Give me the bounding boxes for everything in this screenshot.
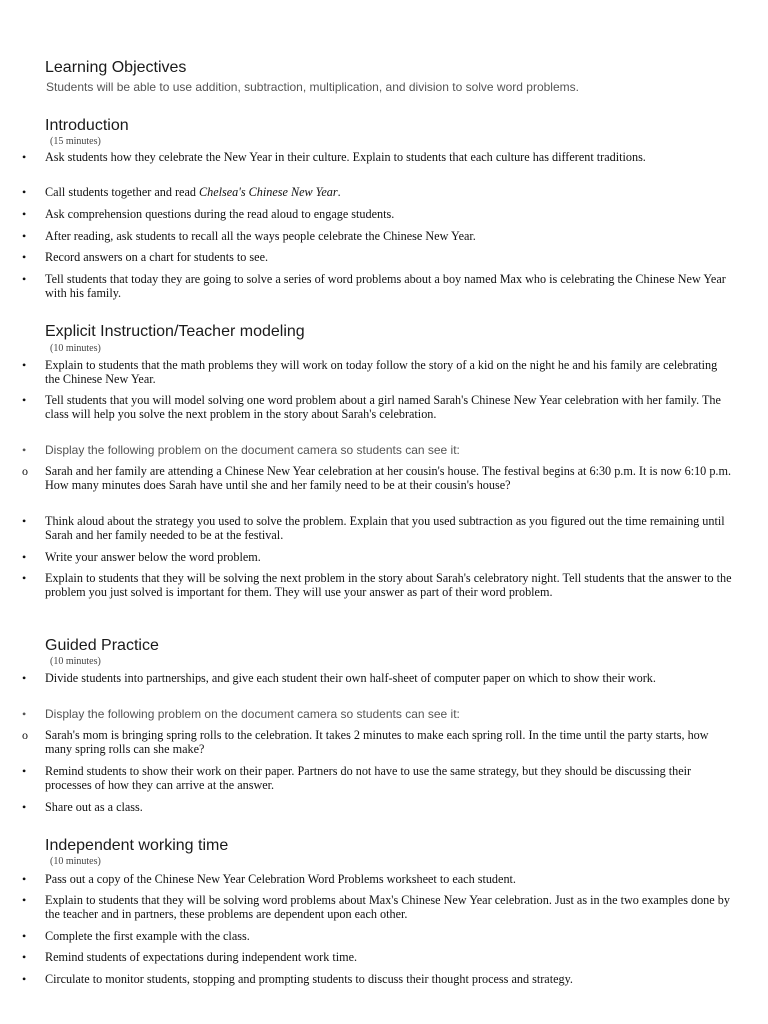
independent-working-heading: Independent working time [45, 837, 229, 854]
bullet-marker: • [22, 972, 27, 986]
bullet-marker: • [22, 229, 27, 243]
bullet-marker: • [22, 950, 27, 964]
list-item-text: Tell students that you will model solving one word problem about a girl named Sarah's Chinese New Year celebration with her family. The class will help you solve the next problem in the story about Sarah's celebration. [45, 393, 721, 421]
bullet-marker: • [22, 550, 27, 564]
list-item-text [45, 186, 735, 200]
learning-objectives-text: Students will be able to use addition, subtraction, multiplication, and division to solve word problems. [46, 80, 579, 94]
list-item-text: Write your answer below the word problem. [45, 550, 261, 564]
learning-objectives-heading: Learning Objectives [45, 59, 187, 76]
introduction-heading: Introduction [45, 117, 129, 134]
bullet-marker: • [22, 514, 27, 528]
list-item-text: Complete the first example with the class. [45, 929, 250, 943]
list-item-text: Explain to students that they will be solving word problems about Max's Chinese New Year celebration. Just as in the two examples done by the teacher and in partners, these problems are dependent upon each other. [45, 893, 730, 921]
bullet-marker: • [22, 800, 27, 814]
list-item-text: Sarah and her family are attending a Chinese New Year celebration at her cousin's house. The festival begins at 6:30 p.m. It is now 6:10 p.m. How many minutes does Sarah have until she and her family need to be at their cousin's house? [45, 464, 731, 492]
list-item-text: After reading, ask students to recall all the ways people celebrate the Chinese New Year. [45, 229, 476, 243]
circle-marker: o [22, 728, 28, 742]
list-item-text: Display the following problem on the document camera so students can see it: [45, 707, 460, 721]
list-item-text: Remind students to show their work on their paper. Partners do not have to use the same strategy, but they should be discussing their processes of how they can arrive at the answer. [45, 764, 692, 792]
bullet-marker: • [22, 207, 27, 221]
bullet-marker: • [22, 929, 27, 943]
explicit-instruction-duration: (10 minutes) [50, 343, 101, 354]
list-item-text: Explain to students that they will be solving the next problem in the story about Sarah's celebratory night. Tell students that the answer to the problem you just solved is important for them. They will use your answer as part of their word problem. [45, 571, 732, 599]
list-item-text: Sarah's mom is bringing spring rolls to the celebration. It takes 2 minutes to make each spring roll. In the time until the party starts, how many spring rolls can she make? [45, 728, 709, 756]
bullet-marker: • [22, 185, 27, 199]
list-item-text: Circulate to monitor students, stopping and prompting students to discuss their thought process and strategy. [45, 972, 573, 986]
guided-practice-heading: Guided Practice [45, 637, 159, 654]
bullet-marker: • [22, 707, 27, 721]
list-item-text: Pass out a copy of the Chinese New Year Celebration Word Problems worksheet to each student. [45, 872, 516, 886]
bullet-marker: • [22, 764, 27, 778]
list-item-text: Ask comprehension questions during the read aloud to engage students. [45, 207, 395, 221]
list-item-text: Record answers on a chart for students to see. [45, 250, 269, 264]
independent-working-duration: (10 minutes) [50, 856, 101, 867]
read-aloud-intro: Call students together and read [45, 185, 196, 199]
bullet-marker: • [22, 671, 27, 685]
introduction-duration: (15 minutes) [50, 136, 101, 147]
book-title: Chelsea's Chinese New Year [199, 185, 338, 199]
list-item-text: Tell students that today they are going to solve a series of word problems about a boy named Max who is celebrating the Chinese New Year with his family. [45, 272, 726, 300]
book-title-suffix: . [337, 185, 341, 199]
bullet-marker: • [22, 393, 27, 407]
list-item-text: Remind students of expectations during independent work time. [45, 950, 358, 964]
bullet-marker: • [22, 872, 27, 886]
list-item-text: Explain to students that the math problems they will work on today follow the story of a kid on the night he and his family are celebrating the Chinese New Year. [45, 358, 718, 386]
list-item-text: Share out as a class. [45, 800, 143, 814]
guided-practice-duration: (10 minutes) [50, 656, 101, 667]
bullet-marker: • [22, 250, 27, 264]
bullet-marker: • [22, 150, 27, 164]
list-item-text: Display the following problem on the document camera so students can see it: [45, 443, 460, 457]
list-item-text: Divide students into partnerships, and give each student their own half-sheet of computer paper on which to show their work. [45, 671, 656, 685]
bullet-marker: • [22, 893, 27, 907]
circle-marker: o [22, 464, 28, 478]
bullet-marker: • [22, 443, 27, 457]
list-item-text: Ask students how they celebrate the New Year in their culture. Explain to students that each culture has different traditions. [45, 150, 646, 164]
bullet-marker: • [22, 571, 27, 585]
list-item-text: Think aloud about the strategy you used to solve the problem. Explain that you used subtraction as you figured out the time remaining until Sarah and her family needed to be at the festival. [45, 514, 725, 542]
explicit-instruction-heading: Explicit Instruction/Teacher modeling [45, 323, 305, 340]
bullet-marker: • [22, 358, 27, 372]
bullet-marker: • [22, 272, 27, 286]
